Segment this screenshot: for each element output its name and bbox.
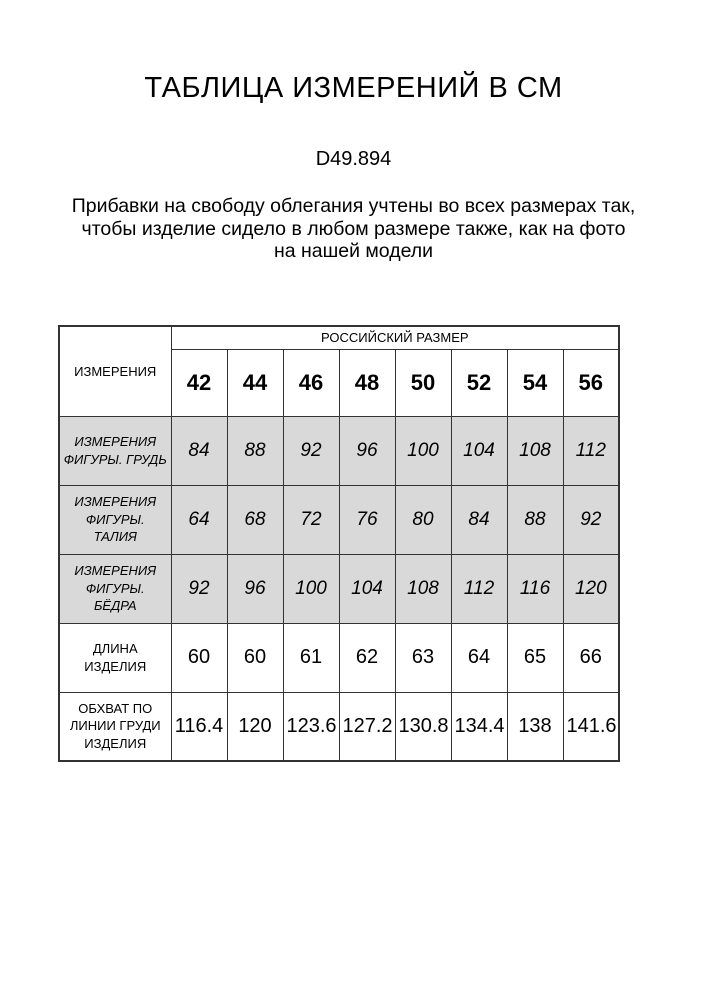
value-cell: 65: [507, 623, 563, 692]
table-row: [59, 554, 619, 623]
value-cell: 68: [227, 485, 283, 554]
value-cell: 88: [507, 485, 563, 554]
value-cell: 120: [563, 554, 619, 623]
size-header-cell: 56: [563, 349, 619, 416]
value-cell: 116: [507, 554, 563, 623]
fit-note-line: на нашей модели: [273, 240, 434, 262]
table-row: [59, 326, 619, 350]
value-cell: 92: [283, 416, 339, 485]
value-cell: 141.6: [563, 692, 619, 761]
value-cell: 108: [507, 416, 563, 485]
value-cell: 130.8: [395, 692, 451, 761]
fit-note-line: чтобы изделие сидело в любом размере также, как на фото: [81, 217, 626, 240]
value-cell: 134.4: [451, 692, 507, 761]
value-cell: 80: [395, 485, 451, 554]
value-cell: 96: [339, 416, 395, 485]
row-label-cell: ОБХВАТ ПО ЛИНИИ ГРУДИ ИЗДЕЛИЯ: [59, 692, 171, 761]
value-cell: 66: [563, 623, 619, 692]
value-cell: 84: [451, 485, 507, 554]
size-table: [58, 325, 620, 763]
size-header-cell: 50: [395, 349, 451, 416]
value-cell: 64: [451, 623, 507, 692]
row-label-cell: ДЛИНА ИЗДЕЛИЯ: [59, 623, 171, 692]
fit-note: [0, 195, 707, 263]
value-cell: 96: [227, 554, 283, 623]
page-title: ТАБЛИЦА ИЗМЕРЕНИЙ В СМ: [144, 72, 563, 104]
value-cell: 104: [451, 416, 507, 485]
value-cell: 72: [283, 485, 339, 554]
value-cell: 127.2: [339, 692, 395, 761]
size-group-header-cell: РОССИЙСКИЙ РАЗМЕР: [171, 326, 619, 350]
value-cell: 64: [171, 485, 227, 554]
size-header-cell: 54: [507, 349, 563, 416]
table-row: [59, 623, 619, 692]
value-cell: 100: [283, 554, 339, 623]
article-code: D49.894: [315, 148, 392, 170]
table-row: [59, 416, 619, 485]
value-cell: 92: [171, 554, 227, 623]
row-label-cell: ИЗМЕРЕНИЯ ФИГУРЫ. ГРУДЬ: [59, 416, 171, 485]
value-cell: 112: [563, 416, 619, 485]
value-cell: 63: [395, 623, 451, 692]
value-cell: 60: [171, 623, 227, 692]
row-label-cell: ИЗМЕРЕНИЯ ФИГУРЫ. БЁДРА: [59, 554, 171, 623]
value-cell: 61: [283, 623, 339, 692]
value-cell: 92: [563, 485, 619, 554]
size-header-cell: 44: [227, 349, 283, 416]
value-cell: 123.6: [283, 692, 339, 761]
value-cell: 76: [339, 485, 395, 554]
value-cell: 62: [339, 623, 395, 692]
value-cell: 120: [227, 692, 283, 761]
value-cell: 100: [395, 416, 451, 485]
value-cell: 104: [339, 554, 395, 623]
value-cell: 116.4: [171, 692, 227, 761]
table-row: [59, 692, 619, 761]
table-row: [59, 485, 619, 554]
corner-label-cell: ИЗМЕРЕНИЯ: [59, 326, 171, 417]
value-cell: 112: [451, 554, 507, 623]
value-cell: 138: [507, 692, 563, 761]
fit-note-line: Прибавки на свободу облегания учтены во всех размерах так,: [71, 195, 636, 217]
value-cell: 84: [171, 416, 227, 485]
value-cell: 108: [395, 554, 451, 623]
size-header-cell: 42: [171, 349, 227, 416]
size-header-cell: 52: [451, 349, 507, 416]
size-header-cell: 48: [339, 349, 395, 416]
value-cell: 88: [227, 416, 283, 485]
size-header-cell: 46: [283, 349, 339, 416]
row-label-cell: ИЗМЕРЕНИЯ ФИГУРЫ. ТАЛИЯ: [59, 485, 171, 554]
value-cell: 60: [227, 623, 283, 692]
